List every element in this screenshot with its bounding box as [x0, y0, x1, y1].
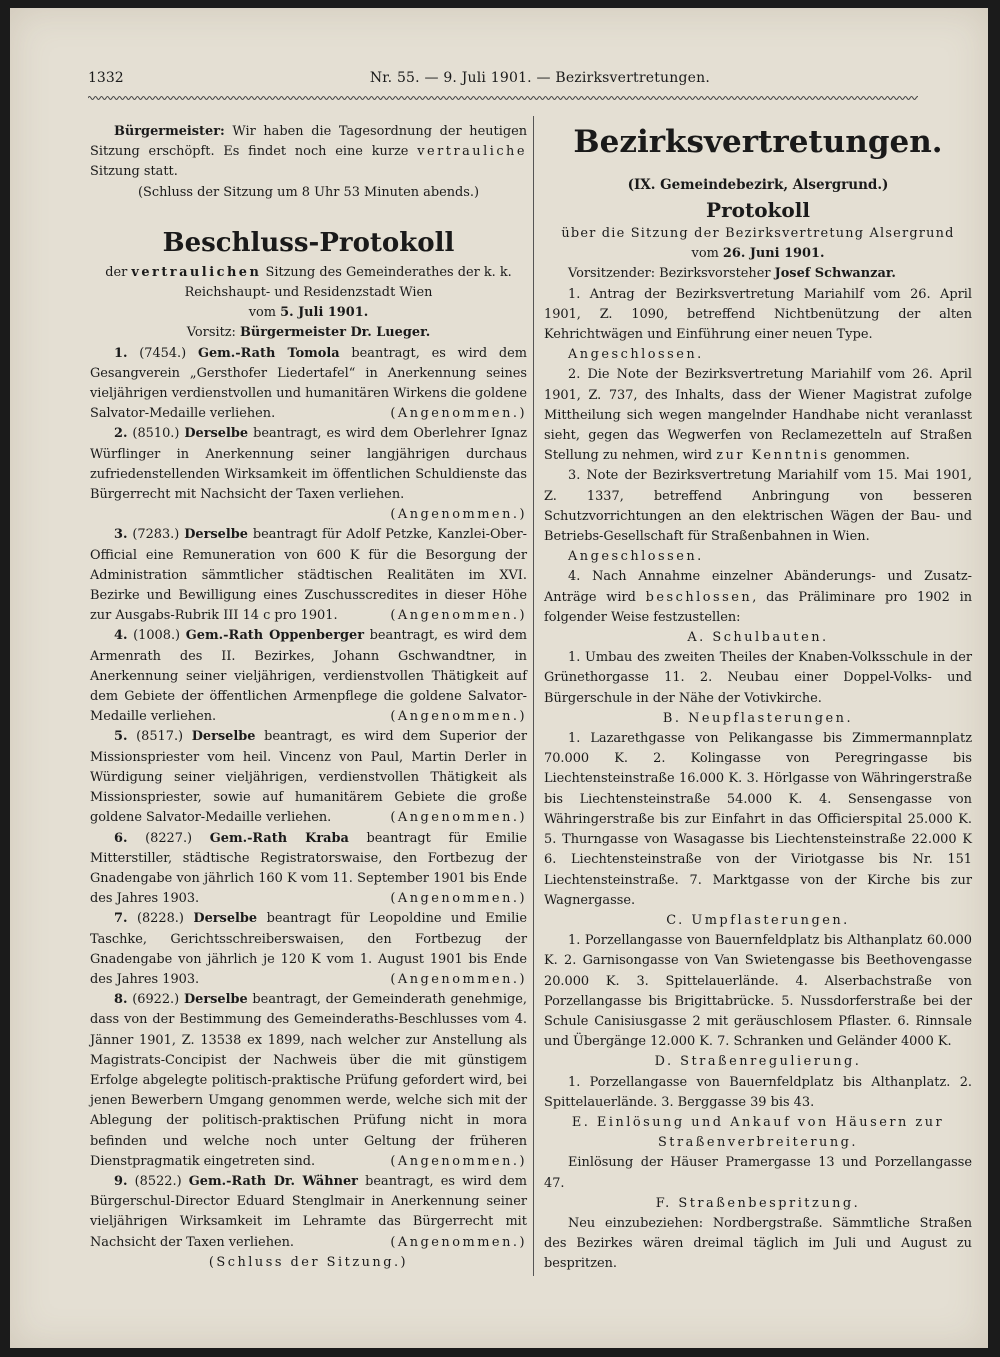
item-text: beantragt für Leopoldine und Emilie Taschke, Gerichtsschreiberswaisen, den Fortbezug der Gnadengabe von jährlich je 120 K vom 1. August 1901 bis Ende des Jahres 1903.	[90, 911, 527, 987]
resolution-item	[90, 909, 527, 990]
agenda-item-2: 2. Die Note der Bezirksvertretung Mariahilf vom 26. April 1901, Z. 737, des Inhalts, dass der Wiener Magistrat zufolge Mittheilung sich wegen mangelnder Handhabe nicht veranlasst sieht, gegen das Wegwerfen von Reclamezetteln auf Straßen Stellung zu nehmen, wird zur Kenntnis genommen.	[544, 367, 972, 464]
item-proposer: Gem.-Rath Tomola	[197, 345, 340, 361]
item-status: (Angenommen.)	[390, 608, 527, 624]
item-status: (Angenommen.)	[390, 406, 527, 422]
page-header	[88, 70, 710, 92]
resolution-item	[90, 424, 527, 525]
resolution-item	[90, 727, 527, 828]
session-date: vom 26. Juni 1901.	[691, 246, 825, 262]
resolution-item	[90, 990, 527, 1172]
agenda-item-3: 3. Note der Bezirksvertretung Mariahilf vom 15. Mai 1901, Z. 1337, betreffend Anbringung von besseren Schutzvorrichtungen an den elektrischen Wägen der Bau- und Betriebs-Gesellschaft für Straßenbahnen in Wien.	[544, 468, 972, 545]
resolution-protocol-title: Beschluss-Protokoll	[162, 227, 455, 258]
item-reference: (1008.)	[127, 628, 186, 644]
session-end-note: (Schluss der Sitzung um 8 Uhr 53 Minuten abends.)	[138, 184, 479, 200]
budget-section-d-heading: D. Straßenregulierung.	[654, 1054, 862, 1070]
district-heading: (IX. Gemeindebezirk, Alsergrund.)	[627, 177, 889, 193]
running-title: Nr. 55. — 9. Juli 1901. — Bezirksvertretungen.	[369, 70, 710, 86]
item-status: (Angenommen.)	[390, 810, 527, 826]
session-line: über die Sitzung der Bezirksvertretung Alsergrund	[561, 226, 955, 241]
item-proposer: Gem.-Rath Kraba	[209, 830, 349, 846]
item-status: (Angenommen.)	[390, 507, 527, 523]
budget-section-f-heading: F. Straßenbespritzung.	[655, 1195, 861, 1211]
left-column	[90, 122, 527, 1273]
resolution-protocol-subtitle: der vertraulichen Sitzung des Gemeinderathes der k. k. Reichshaupt- und Residenzstadt Wien	[105, 264, 512, 301]
item-text: beantragt, es wird dem Armenrath des II. Bezirkes, Johann Gschwandtner, in Anerkennung seiner vieljährigen, verdienstvollen Thätigkeit auf dem Gebiete der öffentlichen Armenpflege die goldene Salvator-Medaille verliehen.	[90, 628, 527, 725]
closing-remark: Bürgermeister: Wir haben die Tagesordnung der heutigen Sitzung erschöpft. Es findet noch eine kurze vertrauliche Sitzung statt.	[90, 124, 527, 180]
agenda-item-4: 4. Nach Annahme einzelner Abänderungs- und Zusatz-Anträge wird beschlossen, das Präliminare pro 1902 in folgender Weise festzustellen:	[544, 569, 972, 625]
item-reference: (7454.)	[127, 345, 198, 361]
item-proposer: Derselbe	[184, 426, 249, 442]
item-reference: (8510.)	[127, 426, 185, 442]
budget-section-d-text: 1. Porzellangasse von Bauernfeldplatz bis Althanplatz. 2. Spittelauerlände. 3. Berggasse 39 bis 43.	[544, 1074, 972, 1110]
item-status: (Angenommen.)	[390, 709, 527, 725]
item-reference: (7283.)	[127, 527, 185, 543]
item-proposer: Derselbe	[184, 527, 248, 543]
item-reference: (6922.)	[127, 992, 184, 1008]
item-number: 5.	[114, 729, 128, 745]
section-title: Bezirksvertretungen.	[573, 124, 943, 160]
item-status: (Angenommen.)	[390, 1153, 527, 1169]
item-number: 7.	[114, 911, 128, 927]
item-reference: (8522.)	[127, 1173, 189, 1189]
chairperson: Vorsitzender: Bezirksvorsteher Josef Schwanzar.	[568, 266, 896, 282]
budget-section-f-text: Neu einzubeziehen: Nordbergstraße. Sämmtliche Straßen des Bezirkes wären dreimal täglich im Juli und August zu bespritzen.	[544, 1215, 972, 1272]
right-column	[544, 122, 972, 1275]
item-text: beantragt für Emilie Mitterstiller, städtische Registratorswaise, den Fortbezug der Gnadengabe von jährlich 160 K vom 11. September 1901 bis Ende des Jahres 1903.	[90, 830, 527, 907]
agenda-item-1: 1. Antrag der Bezirksvertretung Mariahilf vom 26. April 1901, Z. 1090, betreffend Nichtbenützung der alten Kehrichtwägen und Einführung einer neuen Type.	[544, 286, 972, 343]
item-text: beantragt, es wird dem Oberlehrer Ignaz Würflinger in Anerkennung seiner langjährigen durchaus zufriedenstellenden Wirksamkeit im öffentlichen Schuldienste das Bürgerrecht mit Nachsicht der Taxen verliehen.	[90, 426, 527, 503]
item-number: 6.	[114, 830, 128, 846]
resolution-items	[90, 344, 527, 1253]
item-text: beantragt, der Gemeinderath genehmige, dass von der Bestimmung des Gemeinderaths-Beschlusses vom 4. Jänner 1901, Z. 13538 ex 1899, nach welcher zur Anstellung als Magistrats-Concipist der Nachweis über die mit günstigem Erfolge abgelegte politisch-praktische Prüfung gefordert wird, bei jenen Bewerbern Umgang genommen werde, welche sich mit der Ablegung der politisch-praktischen Prüfung nicht in mora befinden und welche noch unter Geltung der früheren Dienstpragmatik eingetreten sind.	[90, 992, 527, 1169]
item-number: 3.	[114, 527, 128, 543]
resolution-item	[90, 829, 527, 910]
resolution-item	[90, 626, 527, 727]
header-wavy-rule	[88, 94, 918, 102]
item-status: (Angenommen.)	[390, 1234, 527, 1250]
item-text: beantragt für Adolf Petzke, Kanzlei-Ober-Official eine Remuneration von 600 K für die Besorgung der Administration sämmtlicher städtischen Realitäten im XVI. Bezirke und Bewilligung eines Zuschusscredites in dieser Höhe zur Ausgabs-Rubrik III 14 c pro 1901.	[90, 527, 527, 624]
resolution-item	[90, 344, 527, 425]
item-text: beantragt, es wird dem Bürgerschul-Director Eduard Stenglmair in Anerkennung seiner vieljährigen Wirksamkeit im Lehramte das Bürgerrecht mit Nachsicht der Taxen verliehen.	[90, 1173, 527, 1250]
newspaper-page	[10, 8, 988, 1348]
budget-section-c-heading: C. Umpflasterungen.	[666, 912, 850, 928]
item-reference: (8517.)	[127, 729, 192, 745]
budget-section-b-heading: B. Neupflasterungen.	[662, 710, 854, 726]
item-proposer: Gem.-Rath Dr. Wähner	[188, 1173, 358, 1189]
budget-section-e-heading: E. Einlösung und Ankauf von Häusern zur Straßenverbreiterung.	[571, 1114, 945, 1151]
item-text: beantragt, es wird dem Superior der Missionspriester vom heil. Vincenz von Paul, Martin Derler in Würdigung seiner vieljährigen, verdienstvollen Thätigkeit als Missionspriester, sowie auf humanitärem Gebiete die große goldene Salvator-Medaille verliehen.	[90, 729, 527, 826]
item-number: 8.	[114, 992, 128, 1008]
item-number: 2.	[114, 426, 128, 442]
item-text: beantragt, es wird dem Gesangverein „Gersthofer Liedertafel“ in Anerkennung seines vieljährigen verdienstvollen und humanitären Wirkens die goldene Salvator-Medaille verliehen.	[90, 345, 527, 422]
resolution-item	[90, 1172, 527, 1253]
budget-section-c-text: 1. Porzellangasse von Bauernfeldplatz bis Althanplatz 60.000 K. 2. Garnisongasse von Van Swietengasse bis Beethovengasse 20.000 K. 3. Spittelauerlände. 4. Alserbachstraße von Porzellangasse bis Brigittabrücke. 5. Nussdorferstraße bei der Schule Canisiusgasse 2 mit geräuschlosem Pflaster. 6. Rinnsale und Übergänge 12.000 K. 7. Schranken und Geländer 4000 K.	[544, 933, 972, 1050]
item-number: 1.	[114, 345, 128, 361]
budget-section-a-heading: A. Schulbauten.	[687, 630, 829, 646]
resolution-item	[90, 525, 527, 626]
agenda-item-3-status: Angeschlossen.	[568, 549, 704, 565]
budget-section-e-text: Einlösung der Häuser Pramergasse 13 und Porzellangasse 47.	[544, 1155, 972, 1191]
item-reference: (8227.)	[127, 830, 210, 846]
agenda-item-1-status: Angeschlossen.	[568, 347, 704, 363]
item-proposer: Derselbe	[183, 992, 248, 1008]
item-reference: (8228.)	[127, 911, 194, 927]
page-number: 1332	[88, 70, 124, 86]
resolution-protocol-chair: Vorsitz: Bürgermeister Dr. Lueger.	[186, 325, 431, 341]
protocol-heading: Protokoll	[706, 198, 810, 222]
item-status: (Angenommen.)	[390, 891, 527, 907]
item-number: 9.	[114, 1173, 128, 1189]
column-divider	[533, 116, 534, 1276]
item-proposer: Derselbe	[191, 729, 256, 745]
item-proposer: Gem.-Rath Oppenberger	[185, 628, 365, 644]
item-status: (Angenommen.)	[390, 971, 527, 987]
session-closing: (Schluss der Sitzung.)	[208, 1254, 409, 1270]
budget-section-a-text: 1. Umbau des zweiten Theiles der Knaben-Volksschule in der Grünethorgasse 11. 2. Neubau einer Doppel-Volks- und Bürgerschule in der Nähe der Votivkirche.	[544, 650, 972, 706]
budget-section-b-text: 1. Lazarethgasse von Pelikangasse bis Zimmermannplatz 70.000 K. 2. Kolingasse von Peregringasse bis Liechtensteinstraße 16.000 K. 3. Hörlgasse von Währingerstraße bis Liechtensteinstraße 54.000 K. 4. Sensengasse von Währingerstraße bis zur Einfahrt in das Officierspital 25.000 K. 5. Thurngasse von Wasagasse bis Liechtensteinstraße 22.000 K 6. Liechtensteinstraße von der Viriotgasse bis Nr. 151 Liechtensteinstraße. 7. Marktgasse von der Kirche bis zur Wagnergasse.	[544, 731, 972, 908]
resolution-protocol-date: vom 5. Juli 1901.	[248, 305, 369, 321]
item-proposer: Derselbe	[193, 911, 258, 927]
item-number: 4.	[114, 628, 128, 644]
